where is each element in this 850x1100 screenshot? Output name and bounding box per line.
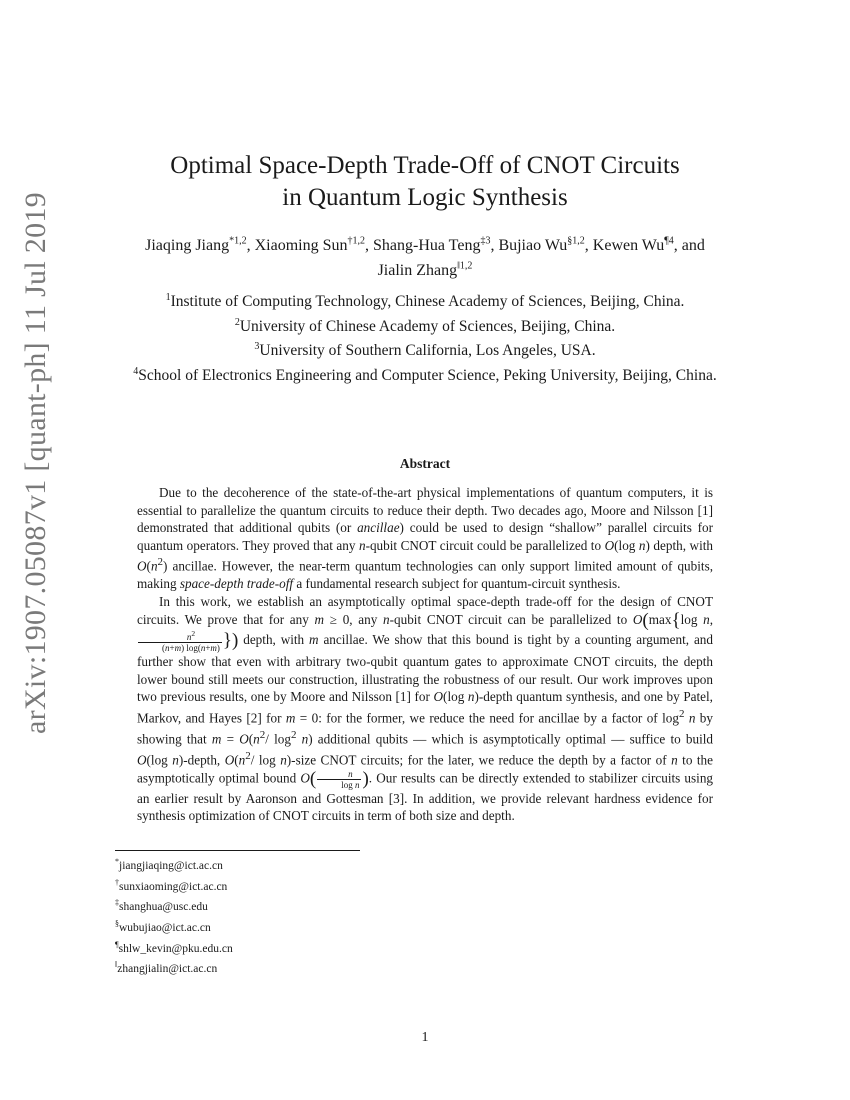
paper-title bbox=[110, 150, 740, 214]
author-marks: ¶4 bbox=[664, 236, 674, 247]
author-marks: *1,2 bbox=[229, 236, 247, 247]
author bbox=[378, 262, 473, 279]
affiliation-mark: 3 bbox=[254, 341, 260, 353]
author bbox=[498, 237, 592, 254]
author-marks: ‖1,2 bbox=[457, 260, 473, 272]
affiliation-list bbox=[110, 288, 740, 387]
affiliation-mark: 1 bbox=[165, 292, 171, 303]
affiliation-mark: 2 bbox=[234, 316, 240, 328]
footnote-mark: ¶ bbox=[115, 939, 119, 949]
affiliation bbox=[110, 313, 740, 338]
affiliation bbox=[110, 362, 740, 387]
footnote bbox=[115, 895, 515, 916]
author bbox=[255, 237, 373, 254]
paper-title-line-2: in Quantum Logic Synthesis bbox=[282, 184, 568, 211]
author-marks: †1,2 bbox=[347, 236, 365, 247]
author-list bbox=[100, 232, 750, 281]
footnote bbox=[115, 916, 515, 937]
affiliation-text: Institute of Computing Technology, Chinese Academy of Sciences, Beijing, China. bbox=[170, 293, 685, 311]
abstract-paragraph-1: Due to the decoherence of the state-of-the-art physical implementations of quantum computers, it is essential to parallelize the quantum circuits to reduce their depth. Two decades ago, Moore and Nilsson [1] demonstrated that additional qubits (or ancillae) could be used to design “shallow” parallel circuits for quantum operators. They proved that any n-qubit CNOT circuit could be parallelized to O(log n) depth, with $O(n^2)$ ancillae. However, the near-term quantum technologies can only support limited amount of qubits, making space-depth trade-off a fundamental research subject for quantum-circuit synthesis. bbox=[137, 485, 714, 592]
affiliation bbox=[110, 337, 740, 362]
author-separator: , bbox=[364, 237, 373, 255]
affiliation-text: University of Southern California, Los Angeles, USA. bbox=[259, 342, 596, 360]
affiliation-mark: 4 bbox=[133, 365, 139, 377]
footnote-divider bbox=[115, 850, 360, 851]
footnote-email: shlw_kevin@pku.edu.cn bbox=[118, 942, 233, 955]
author-marks: ‡3 bbox=[480, 236, 491, 247]
footnote bbox=[115, 875, 515, 896]
author-marks: §1,2 bbox=[567, 236, 585, 247]
author bbox=[593, 237, 705, 254]
footnote-mark: § bbox=[115, 918, 119, 928]
author-name: Bujiao Wu bbox=[498, 237, 568, 255]
footnote-mark: † bbox=[115, 877, 119, 887]
author-separator: , bbox=[490, 237, 499, 255]
footnote-email: shanghua@usc.edu bbox=[119, 901, 208, 914]
page-number: 1 bbox=[421, 1030, 429, 1045]
footnote-mark: ‡ bbox=[115, 898, 119, 908]
footnote-email: zhangjialin@ict.ac.cn bbox=[117, 962, 218, 975]
author-name: Jiaqing Jiang bbox=[145, 237, 230, 255]
abstract-heading: Abstract bbox=[399, 456, 451, 471]
author bbox=[373, 237, 498, 254]
footnote bbox=[115, 957, 515, 978]
footnote-mark: ‖ bbox=[115, 960, 118, 970]
footnote-email: wubujiao@ict.ac.cn bbox=[119, 921, 211, 934]
footnote-email: jiangjiaqing@ict.ac.cn bbox=[119, 859, 223, 872]
author-separator: , bbox=[584, 237, 593, 255]
footnote bbox=[115, 937, 515, 958]
affiliation-text: University of Chinese Academy of Sciences, Beijing, China. bbox=[239, 317, 616, 335]
abstract-body bbox=[137, 484, 713, 825]
footnote-email: sunxiaoming@ict.ac.cn bbox=[119, 880, 228, 893]
author-name: Shang-Hua Teng bbox=[372, 237, 481, 255]
footnote-list bbox=[115, 854, 515, 978]
author-separator: , bbox=[246, 237, 255, 255]
footnote bbox=[115, 854, 515, 875]
author-name: Xiaoming Sun bbox=[254, 237, 348, 255]
author-name: Jialin Zhang bbox=[377, 261, 458, 279]
author bbox=[145, 237, 255, 254]
affiliation bbox=[110, 288, 740, 313]
affiliation-text: School of Electronics Engineering and Computer Science, Peking University, Beijing, China. bbox=[138, 367, 717, 385]
footnote-mark: * bbox=[115, 857, 119, 866]
author-name: Kewen Wu bbox=[592, 237, 665, 255]
author-separator: , and bbox=[673, 237, 705, 255]
arxiv-identifier: arXiv:1907.05087v1 [quant-ph] 11 Jul 2019 bbox=[19, 191, 52, 734]
paper-title-line-1: Optimal Space-Depth Trade-Off of CNOT Circuits bbox=[170, 152, 680, 179]
abstract-paragraph-2: In this work, we establish an asymptotically optimal space-depth trade-off for the design of CNOT circuits. We prove that for any m ≥ 0, any n-qubit CNOT circuit can be parallelized to O(max{log n, $\frac{n^2}{(n+m) \log(n+m)}$ }) depth, with m ancillae. We show that this bound is tight by a counting argument, and further show that even with arbitrary two-qubit quantum gates to approximate CNOT circuits, the depth lower bound still meets our construction, illustrating the robustness of our result. Our work improves upon two previous results, one by Moore and Nilsson [1] for O(log n)-depth quantum synthesis, and one by Patel, Markov, and Hayes [2] for m = 0: for the former, we reduce the need for ancillae by a factor of $\log^2 n$ by showing that $m = O(n^2/$ $\log^2 n$) additional qubits — which is asymptotically optimal — suffice to build O(log n)-depth, $O(n^2/$ log n)-size CNOT circuits; for the later, we reduce the depth by a factor of n to the asymptotically optimal bound O( $\frac{n}{\text{log n}}$ ). Our results can be directly extended to stabilizer circuits using an earlier result by Aaronson and Gottesman [3]. In addition, we provide relevant hardness evidence for synthesis optimization of CNOT circuits in term of both size and depth. bbox=[137, 593, 714, 824]
